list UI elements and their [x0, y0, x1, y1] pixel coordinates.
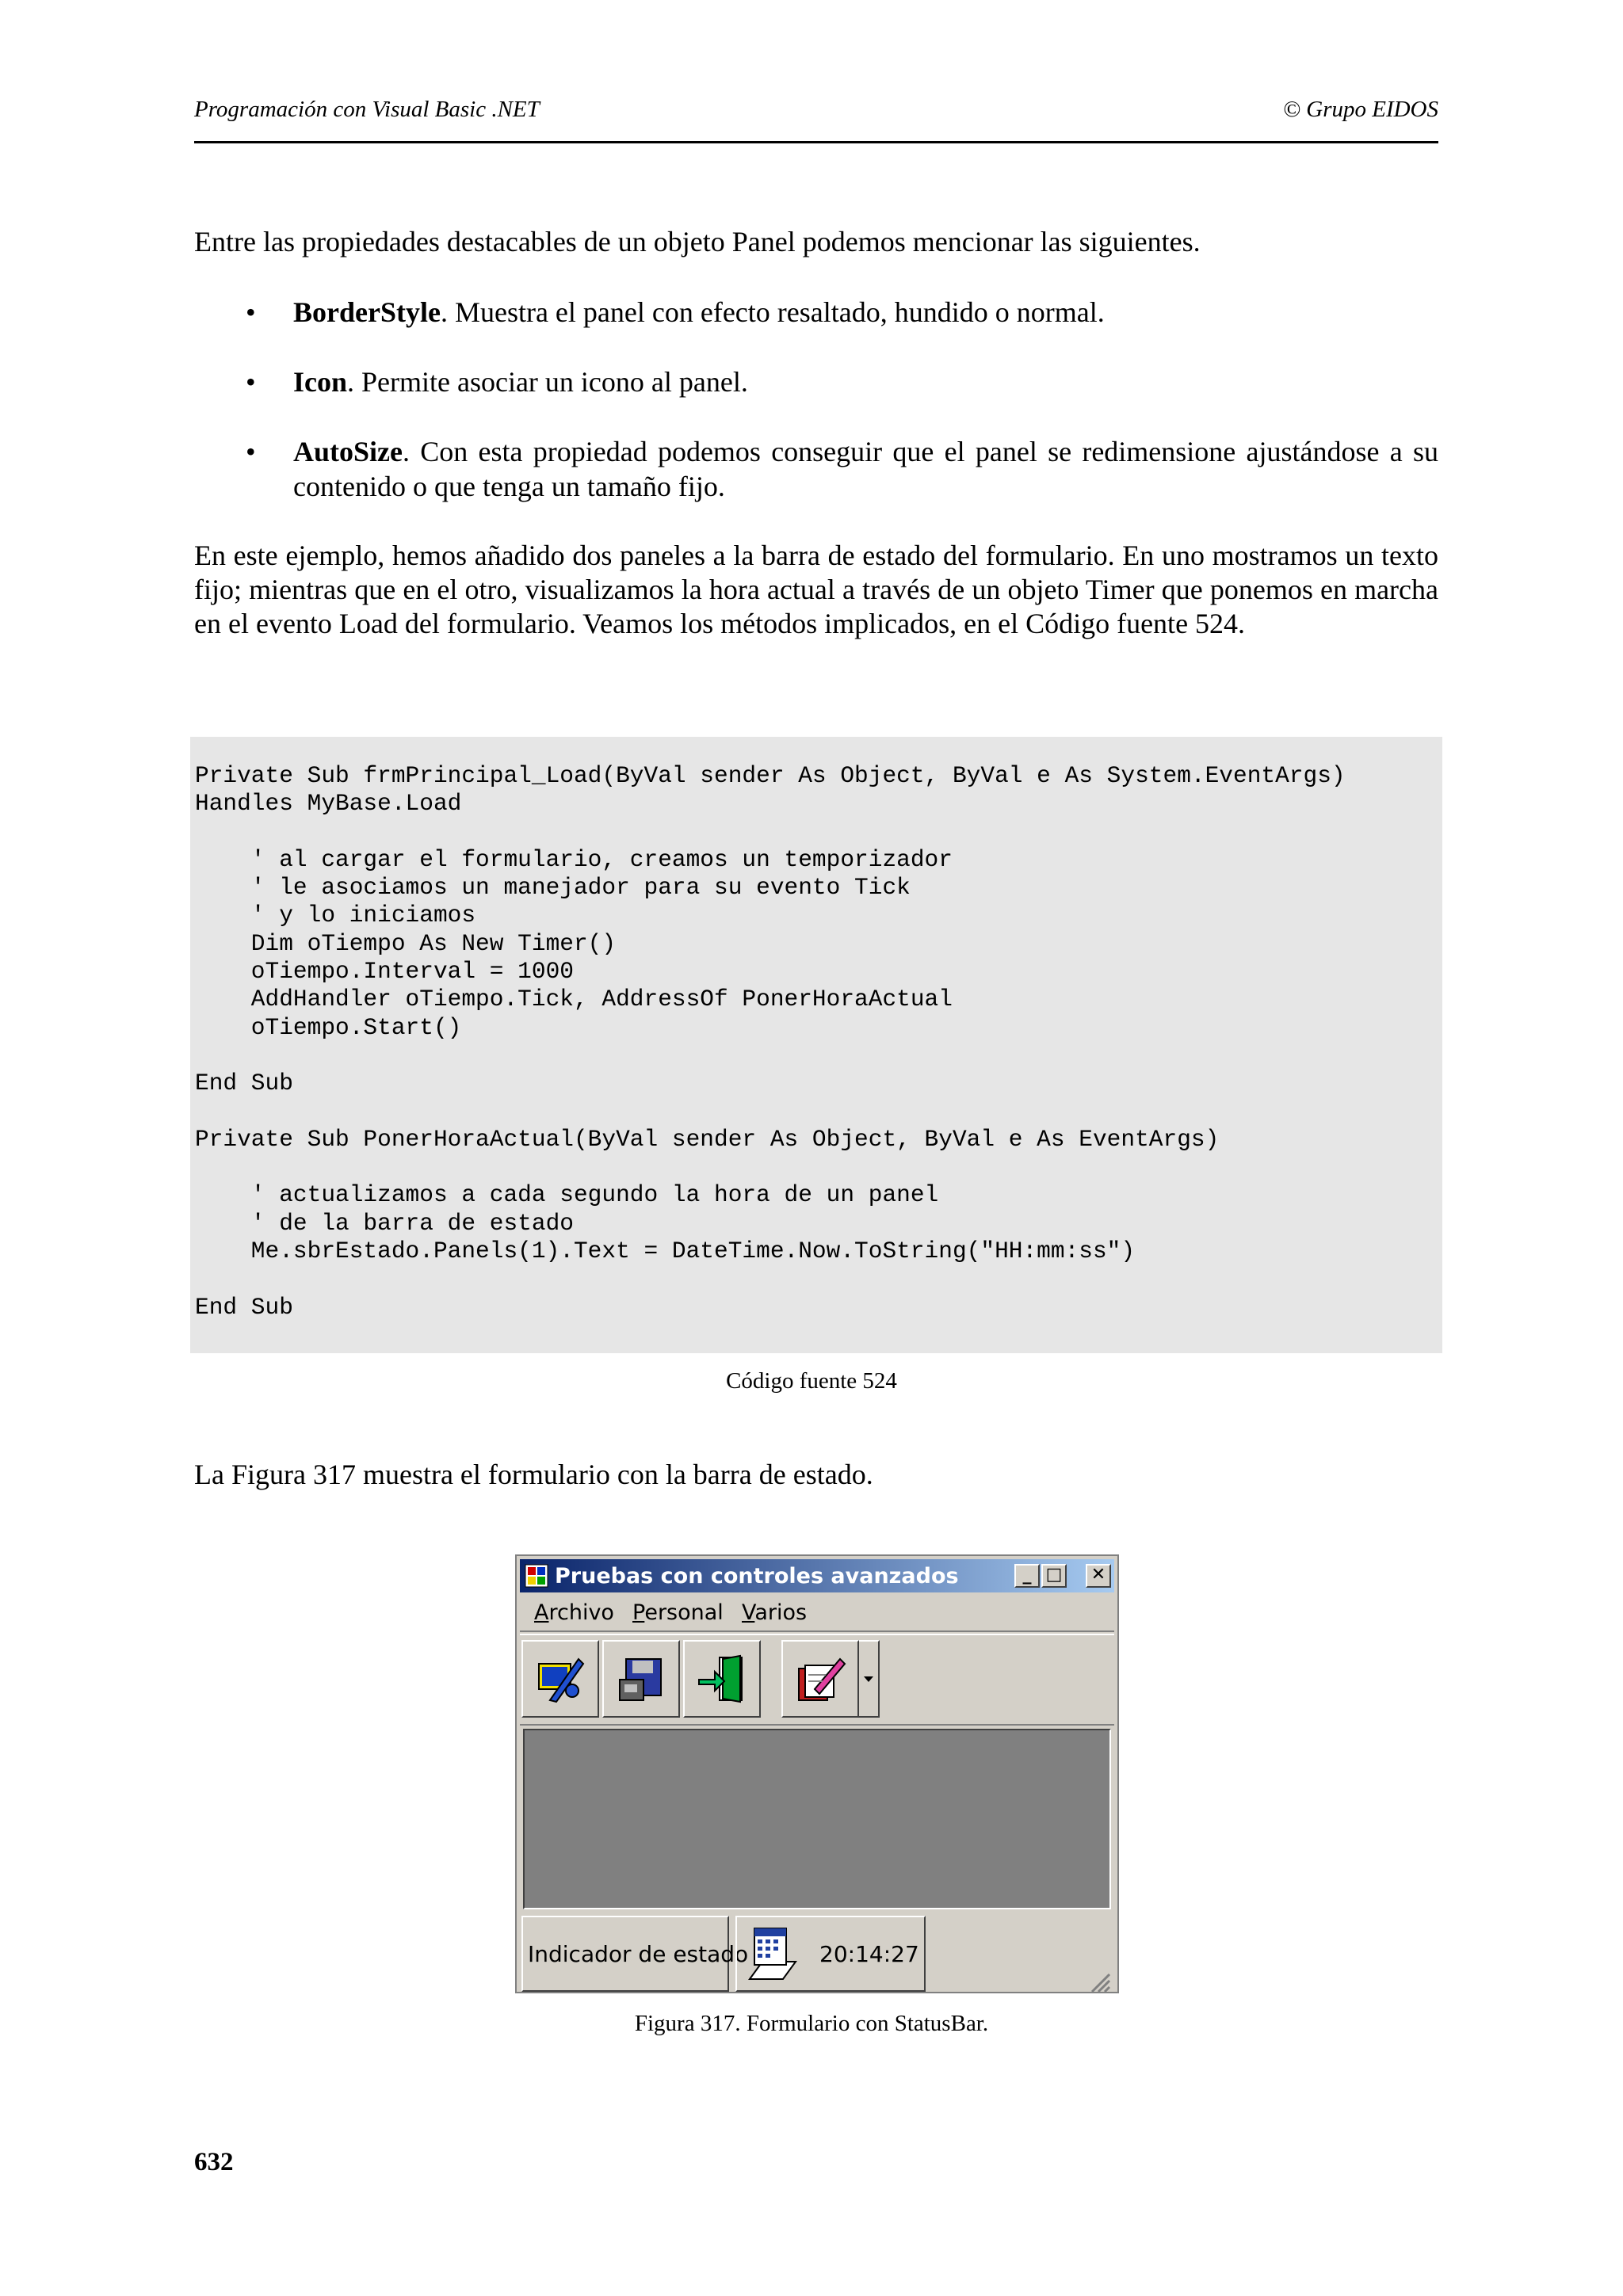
property-description: . Muestra el panel con efecto resaltado, hundido o normal.	[440, 296, 1105, 328]
status-bar	[520, 1914, 1114, 1989]
property-list	[194, 295, 1438, 504]
bullet-dot: •	[246, 296, 256, 328]
figure-intro-paragraph: La Figura 317 muestra el formulario con la barra de estado.	[194, 1459, 873, 1490]
list-item	[194, 434, 1438, 504]
close-button[interactable]: ✕	[1086, 1564, 1111, 1588]
exit-door-icon	[696, 1653, 748, 1705]
page-number: 632	[194, 2148, 234, 2176]
notebook-pen-icon	[794, 1653, 846, 1705]
status-panel-text-label: Indicador de estado	[528, 1941, 749, 1967]
menu-bar	[520, 1596, 1114, 1632]
toolbar-button-exit[interactable]	[683, 1640, 761, 1718]
code-listing	[190, 737, 1442, 1353]
toolbar-button-save[interactable]	[602, 1640, 680, 1718]
form-window	[515, 1554, 1119, 1993]
property-description: . Con esta propiedad podemos conseguir que el panel se redimensione ajustándose a su contenido o que tenga un tamaño fijo.	[293, 436, 1438, 502]
status-panel-time	[735, 1916, 926, 1992]
header-publisher: © Grupo EIDOS	[1282, 97, 1438, 122]
example-paragraph: En este ejemplo, hemos añadido dos paneles a la barra de estado del formulario. En uno mostramos un texto fijo; mientras que en el otro, visualizamos la hora actual a través de un objeto Timer que ponemos en marcha en el evento Load del formulario. Veamos los métodos implicados, en el Código fuente 524.	[194, 540, 1438, 639]
list-item	[194, 295, 1438, 330]
menu-personal[interactable]: Personal	[632, 1600, 724, 1625]
menu-archivo[interactable]: Archivo	[534, 1600, 614, 1625]
code-text: Private Sub frmPrincipal_Load(ByVal sender As Object, ByVal e As System.EventArgs) Handles MyBase.Load ' al cargar el formulario, creamos un temporizador ' le asociamos un manejador para su evento Tick ' y lo iniciamos Dim oTiempo As New Timer() oTiempo.Interval = 1000 AddHandler oTiempo.Tick, AddressOf PonerHoraActual oTiempo.Start() End Sub Private Sub PonerHoraActual(ByVal sender As Object, ByVal e As EventArgs) ' actualizamos a cada segundo la hora de un panel ' de la barra de estado Me.sbrEstado.Panels(1).Text = DateTime.Now.ToString("HH:mm:ss") End Sub	[195, 762, 1346, 1321]
minimize-button[interactable]: _	[1014, 1564, 1040, 1588]
list-item	[194, 364, 1438, 399]
tools-icon	[534, 1653, 586, 1705]
property-description: . Permite asociar un icono al panel.	[347, 366, 748, 398]
maximize-button[interactable]: □	[1041, 1564, 1067, 1588]
status-panel-time-value: 20:14:27	[819, 1941, 919, 1967]
property-term: BorderStyle	[293, 296, 441, 328]
property-term: AutoSize	[293, 436, 403, 467]
window-titlebar[interactable]	[520, 1559, 1114, 1592]
bullet-dot: •	[246, 366, 256, 398]
toolbar-button-tools[interactable]	[521, 1640, 599, 1718]
status-panel-text	[521, 1916, 749, 1992]
app-icon	[525, 1564, 548, 1588]
toolbar-dropdown-arrow[interactable]	[859, 1640, 880, 1718]
floppy-disk-icon	[615, 1653, 667, 1705]
window-title: Pruebas con controles avanzados	[555, 1564, 959, 1589]
resize-grip-icon[interactable]	[1087, 1970, 1111, 1993]
bullet-dot: •	[246, 436, 256, 467]
toolbar	[520, 1634, 1114, 1726]
property-term: Icon	[293, 366, 348, 398]
calendar-icon	[743, 1924, 799, 1984]
header-book-title: Programación con Visual Basic .NET	[194, 97, 540, 122]
page-header	[194, 93, 1438, 143]
form-client-area	[523, 1729, 1111, 1909]
toolbar-button-notes[interactable]	[781, 1640, 859, 1718]
figure-caption: Figura 317. Formulario con StatusBar.	[634, 2011, 989, 2036]
intro-paragraph: Entre las propiedades destacables de un objeto Panel podemos mencionar las siguientes.	[194, 226, 1201, 257]
code-caption: Código fuente 524	[726, 1368, 897, 1394]
menu-varios[interactable]: Varios	[742, 1600, 808, 1625]
